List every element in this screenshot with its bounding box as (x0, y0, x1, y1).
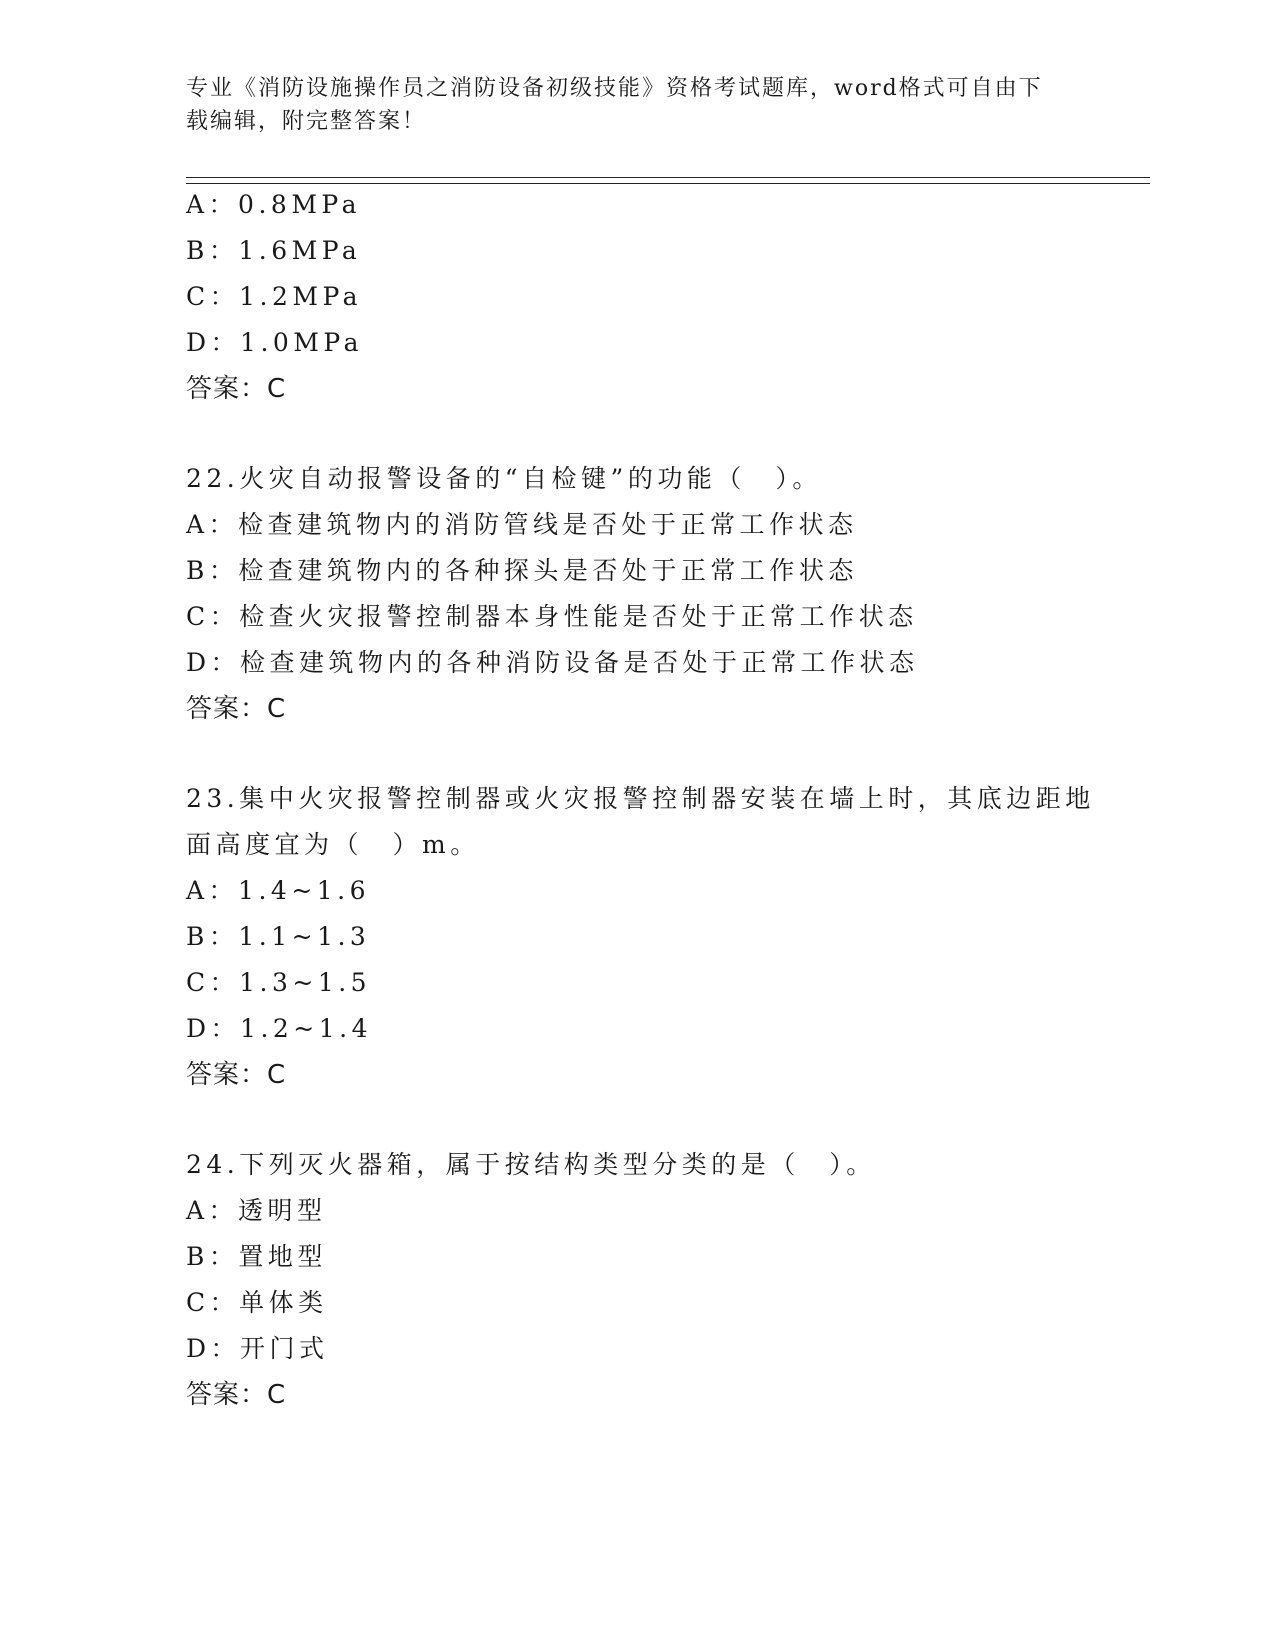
answer: 答案：C (186, 1380, 287, 1410)
question-22 (186, 464, 1086, 724)
question-title: 24.下列灭火器箱，属于按结构类型分类的是（ ）。 (186, 1150, 876, 1179)
option-b: B：置地型 (186, 1242, 327, 1271)
option-c: C：1.2MPa (186, 282, 363, 311)
option-d: D：1.2~1.4 (186, 1014, 373, 1043)
question-24 (186, 1150, 1086, 1410)
option-a: A：检查建筑物内的消防管线是否处于正常工作状态 (186, 510, 858, 539)
option-c: C：检查火灾报警控制器本身性能是否处于正常工作状态 (186, 602, 918, 631)
question-title: 22.火灾自动报警设备的“自检键”的功能（ ）。 (186, 464, 822, 493)
question-title-line-2: 面高度宜为（ ）m。 (186, 830, 480, 859)
option-c: C：1.3~1.5 (186, 968, 372, 997)
option-a: A：透明型 (186, 1196, 327, 1225)
option-d: D：开门式 (186, 1334, 329, 1363)
answer: 答案：C (186, 1060, 287, 1090)
header-line-1: 专业《消防设施操作员之消防设备初级技能》资格考试题库，word格式可自由下 (186, 76, 1043, 101)
option-c: C：单体类 (186, 1288, 328, 1317)
option-a: A：1.4~1.6 (186, 876, 371, 905)
answer: 答案：C (186, 694, 287, 724)
option-a: A：0.8MPa (186, 190, 362, 219)
question-21 (186, 190, 1086, 404)
option-b: B：1.6MPa (186, 236, 362, 265)
document-header (186, 72, 1086, 138)
option-d: D：检查建筑物内的各种消防设备是否处于正常工作状态 (186, 648, 919, 677)
option-b: B：1.1~1.3 (186, 922, 371, 951)
question-title-line-1: 23.集中火灾报警控制器或火灾报警控制器安装在墙上时，其底边距地 (186, 784, 1095, 813)
header-line-2: 载编辑，附完整答案！ (186, 109, 427, 134)
option-b: B：检查建筑物内的各种探头是否处于正常工作状态 (186, 556, 858, 585)
question-23 (186, 784, 1095, 1090)
question-list (186, 190, 1095, 1426)
option-d: D：1.0MPa (186, 328, 364, 357)
answer: 答案：C (186, 374, 287, 404)
header-double-rule (186, 177, 1150, 184)
